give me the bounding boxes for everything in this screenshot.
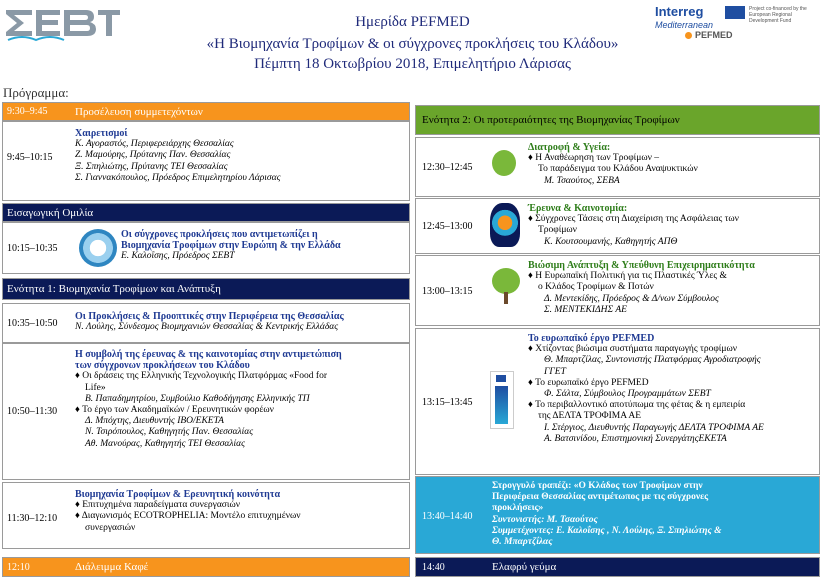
tree-icon	[492, 268, 520, 294]
interreg-logo	[655, 4, 820, 44]
event-subtitle: «Η Βιομηχανία Τροφίμων & οι σύγχρονες προκλήσεις του Κλάδου»	[206, 36, 619, 52]
row-time: 12:10	[7, 562, 30, 573]
bullet-text: Η Αναθέωρηση των Τροφίμων –	[535, 153, 660, 164]
bullet-cont: Τροφίμων	[538, 225, 577, 236]
talk-title: των σύγχρονων προκλήσεων του Κλάδου	[75, 360, 250, 372]
globe-icon	[79, 229, 117, 267]
row-label: Ενότητα 2: Οι προτεραιότητες της Βιομηχανίας Τροφίμων	[422, 114, 680, 126]
eu-flag-icon	[725, 6, 745, 19]
innovation-row	[415, 198, 820, 254]
bullet-cont: συνεργασιών	[85, 522, 136, 533]
row-time: 10:15–10:35	[7, 243, 58, 254]
pefmed-dot-icon	[685, 32, 692, 39]
row-time: 10:35–10:50	[7, 318, 58, 329]
research-row	[2, 343, 410, 480]
topic-title: Βιώσιμη Ανάπτυξη & Υπεύθυνη Επιχειρηματικότητα	[528, 260, 755, 271]
event-date-place: Πέμπτη 18 Οκτωβρίου 2018, Επιμελητήριο Λάρισας	[254, 56, 571, 72]
row-label: Διάλειμμα Καφέ	[75, 561, 149, 573]
nutrition-row	[415, 137, 820, 197]
speaker-line: Δ. Μπόχτης, Διευθυντής ΙΒΟ/ΕΚΕΤΑ	[85, 416, 224, 427]
cooperation-block	[75, 489, 301, 534]
participants-line: Θ. Μπαρτζίλας	[492, 537, 553, 548]
topic-title: Έρευνα & Καινοτομία:	[528, 203, 628, 214]
row-time: 11:30–12:10	[7, 513, 58, 524]
speaker-line: Μ. Τσαούτος, ΣΕΒΑ	[544, 175, 620, 186]
row-time: 12:30–12:45	[422, 162, 473, 173]
arrival-row	[2, 102, 410, 121]
coordinator-line: Συντονιστής: Μ. Τσαούτος	[492, 514, 598, 525]
challenges-row	[2, 303, 410, 343]
row-label: Προσέλευση συμμετεχόντων	[75, 106, 203, 118]
bullet-text: Το έργο των Ακαδημαϊκών / Ερευνητικών φορέων	[82, 405, 274, 416]
round-table-row	[415, 476, 820, 554]
eu-flag-icon	[496, 375, 506, 382]
program-label: Πρόγραμμα:	[3, 85, 69, 100]
row-time: 10:50–11:30	[7, 406, 58, 417]
speaker-line: Ν. Τσιρόπουλος, Καθηγητής Παν. Θεσσαλίας	[85, 427, 254, 438]
greetings-row	[2, 121, 410, 201]
participants-line: Συμμετέχοντες: Ε. Καλοΐσης , Ν. Λούλης, Ξ. Σπηλιώτης &	[492, 525, 722, 536]
talk-title: Η συμβολή της έρευνας & της καινοτομίας στην αντιμετώπιση	[75, 349, 342, 360]
bullet-cont: Το παράδειγμα του Κλάδου Αναψυκτικών	[538, 164, 698, 175]
bullet-item: ♦ Οι δράσεις της Ελληνικής Τεχνολογικής Πλατφόρμας «Food for	[75, 371, 327, 382]
bullet-item: ♦ Η Ευρωπαϊκή Πολιτική για τις Πλαστικές Ύλες &	[528, 271, 727, 282]
apple-icon	[492, 150, 516, 176]
intro-speech-block	[121, 229, 341, 263]
speaker-line: Ε. Καλοΐσης, Πρόεδρος ΣΕΒΤ	[121, 251, 235, 262]
interreg-text: Interreg	[655, 4, 704, 19]
sustainability-row	[415, 255, 820, 326]
speaker-line: Κ. Αγοραστός, Περιφερειάρχης Θεσσαλίας	[75, 139, 234, 150]
row-label: Ενότητα 1: Βιομηχανία Τροφίμων και Ανάπτυξη	[7, 283, 221, 295]
bullet-item: ♦ Σύγχρονες Τάσεις στη Διαχείριση της Ασφάλειας των	[528, 214, 739, 225]
session2-bar	[415, 105, 820, 135]
speaker-line: Σ. ΜΕΝΤΕΚΙΔΗΣ ΑΕ	[544, 304, 627, 315]
bullet-text: Οι δράσεις της Ελληνικής Τεχνολογικής Πλατφόρμας «Food for	[82, 371, 327, 382]
sustainability-block	[528, 260, 755, 316]
round-table-title: Περιφέρεια Θεσσαλίας αντιμέτωπος με τις σύγχρονες	[492, 492, 709, 503]
speaker-line: Θ. Μπαρτζίλας, Συντονιστής Πλατφόρμας Αγροδιατροφής	[544, 355, 761, 366]
event-title: Ημερίδα PEFMED	[355, 14, 470, 30]
speaker-line: Β. Παπαδημητρίου, Συμβούλιο Καθοδήγησης Ελληνικής ΤΠ	[85, 393, 310, 404]
intro-speech-bar	[2, 203, 410, 222]
speaker-line: Κ. Κουτσουμανής, Καθηγητής ΑΠΘ	[544, 236, 678, 247]
round-table-title: Στρογγυλό τραπέζι: «Ο Κλάδος των Τροφίμων στην	[492, 481, 703, 491]
bullet-item: ♦ Το ευρωπαϊκό έργο PEFMED	[528, 377, 649, 388]
speaker-line: Ι. Στέργιος, Διευθυντής Παραγωγής ΔΕΛΤΑ ΤΡΟΦΙΜΑ ΑΕ	[544, 422, 764, 433]
speaker-line: Αθ. Μανούρας, Καθηγητής ΤΕΙ Θεσσαλίας	[85, 438, 246, 449]
row-time: 14:40	[422, 562, 445, 573]
row-time: 13:15–13:45	[422, 397, 473, 408]
bullet-item: ♦ Επιτυχημένα παραδείγματα συνεργασιών	[75, 500, 241, 511]
bullet-text: Επιτυχημένα παραδείγματα συνεργασιών	[82, 500, 241, 511]
speaker-line: Ζ. Μαμούρης, Πρύτανης Παν. Θεσσαλίας	[75, 150, 231, 161]
row-label: Εισαγωγική Ομιλία	[7, 207, 94, 219]
row-time: 9:30–9:45	[7, 106, 48, 117]
challenges-block	[75, 311, 344, 333]
talk-title: Οι Προκλήσεις & Προοπτικές στην Περιφέρεια της Θεσσαλίας	[75, 311, 344, 322]
bullet-cont: ο Κλάδος Τροφίμων & Ποτών	[538, 282, 654, 293]
speaker-line: ΓΓΕΤ	[544, 366, 566, 377]
row-label: Ελαφρύ γεύμα	[492, 561, 557, 573]
row-time: 12:45–13:00	[422, 221, 473, 232]
greetings-title: Χαιρετισμοί	[75, 128, 128, 139]
brain-gear-icon	[490, 203, 520, 247]
bullet-item: ♦ Το έργο των Ακαδημαϊκών / Ερευνητικών φορέων	[75, 405, 274, 416]
pefmed-row	[415, 328, 820, 475]
interreg-band-icon	[495, 386, 508, 424]
topic-title: Το ευρωπαϊκό έργο PEFMED	[528, 333, 655, 344]
bullet-text: Η Ευρωπαϊκή Πολιτική για τις Πλαστικές Ύλες &	[535, 271, 727, 282]
bullet-text: Χτίζοντας βιώσιμα συστήματα παραγωγής τροφίμων	[535, 344, 737, 355]
sevt-logo-text: ΣΕΒΤ	[2, 2, 5, 3]
bullet-cont: της ΔΕΛΤΑ ΤΡΟΦΙΜΑ ΑΕ	[538, 411, 642, 422]
interreg-vertical-logo	[490, 371, 514, 429]
round-table-title: προκλήσεις»	[492, 503, 544, 514]
bullet-cont: Life»	[85, 382, 106, 393]
intro-speech-row	[2, 222, 410, 274]
talk-title: Βιομηχανία Τροφίμων & Ερευνητική κοινότητα	[75, 489, 281, 500]
topic-title: Διατροφή & Υγεία:	[528, 142, 611, 153]
tree-trunk-icon	[504, 292, 508, 304]
talk-title: Οι σύγχρονες προκλήσεις που αντιμετωπίζει η	[121, 229, 318, 240]
speaker-line: Α. Βατσινίδου, Επιστημονική ΣυνεργάτηςΕΚΕΤΑ	[544, 433, 727, 444]
speaker-line: Ν. Λούλης, Σύνδεσμος Βιομηχανιών Θεσσαλίας & Κεντρικής Ελλάδας	[75, 322, 339, 333]
speaker-line: Δ. Μεντεκίδης, Πρόεδρος & Δ/νων Σύμβουλος	[544, 293, 719, 304]
bullet-text: Το ευρωπαϊκό έργο PEFMED	[535, 377, 649, 388]
greetings-block	[75, 128, 280, 184]
research-block	[75, 349, 407, 450]
bullet-item: ♦ Το περιβαλλοντικό αποτύπωμα της φέτας & η εμπειρία	[528, 400, 746, 411]
cofinanced-note: Project co-financed by the European Regional Development Fund	[749, 6, 807, 24]
coffee-break-row	[2, 557, 410, 577]
bullet-text: Σύγχρονες Τάσεις στη Διαχείριση της Ασφάλειας των	[535, 214, 739, 225]
pefmed-text: PEFMED	[695, 30, 733, 40]
speaker-line: Ξ. Σπηλιώτης, Πρύτανης ΤΕΙ Θεσσαλίας	[75, 161, 228, 172]
row-time: 9:45–10:15	[7, 152, 53, 163]
innovation-block	[528, 203, 739, 248]
bullet-text: Διαγωνισμός ECOTROPHELIA: Μοντέλο επιτυχημένων	[81, 511, 301, 522]
bullet-text: Το περιβαλλοντικό αποτύπωμα της φέτας & η εμπειρία	[535, 400, 746, 411]
row-time: 13:00–13:15	[422, 286, 473, 297]
interreg-med-text: Mediterranean	[655, 20, 714, 30]
bullet-item: ♦ Χτίζοντας βιώσιμα συστήματα παραγωγής τροφίμων	[528, 344, 737, 355]
nutrition-block	[528, 142, 698, 187]
pefmed-block	[528, 333, 818, 445]
speaker-line: Σ. Γιαννακόπουλος, Πρόεδρος Επιμελητηρίου Λάρισας	[75, 172, 281, 183]
speaker-line: Φ. Σάλτα, Σύμβουλος Προγραμμάτων ΣΕΒΤ	[544, 389, 711, 400]
row-time: 13:40–14:40	[422, 511, 473, 522]
bullet-item: ♦ Διαγωνισμός ECOTROPHELIA: Μοντέλο επιτυχημένων	[75, 511, 301, 522]
cooperation-row	[2, 482, 410, 549]
session1-bar	[2, 278, 410, 300]
lunch-row	[415, 557, 820, 577]
talk-title: Βιομηχανία Τροφίμων στην Ευρώπη & την Ελλάδα	[121, 240, 341, 252]
round-table-block	[492, 481, 722, 548]
bullet-item: ♦ Η Αναθέωρηση των Τροφίμων –	[528, 153, 660, 164]
